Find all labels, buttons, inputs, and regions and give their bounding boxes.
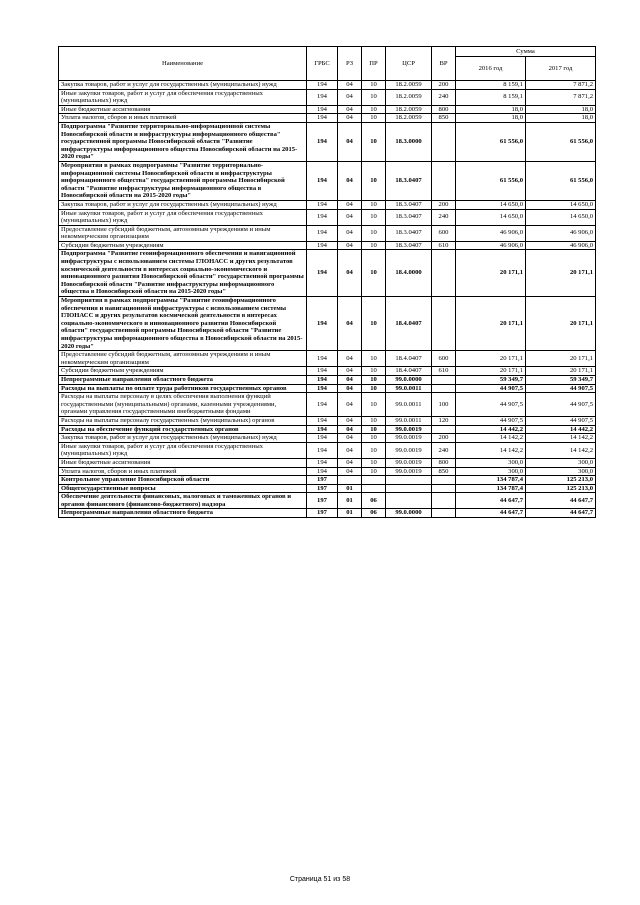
cell-sum-2017: 20 171,1 bbox=[526, 367, 596, 376]
cell-rz: 04 bbox=[338, 375, 362, 384]
cell-vr bbox=[432, 384, 456, 393]
cell-csr: 99.0.0011 bbox=[386, 384, 432, 393]
cell-pr: 10 bbox=[362, 425, 386, 434]
cell-csr: 99.0.0000 bbox=[386, 509, 432, 518]
cell-name: Иные бюджетные ассигнования bbox=[59, 105, 307, 114]
table-row bbox=[59, 434, 596, 443]
cell-pr: 10 bbox=[362, 225, 386, 241]
cell-sum-2016: 59 349,7 bbox=[456, 375, 526, 384]
cell-sum-2016: 61 556,0 bbox=[456, 122, 526, 161]
cell-sum-2017: 125 213,0 bbox=[526, 484, 596, 493]
cell-grbs: 194 bbox=[307, 384, 338, 393]
cell-grbs: 194 bbox=[307, 81, 338, 90]
cell-sum-2017: 59 349,7 bbox=[526, 375, 596, 384]
cell-sum-2017: 14 142,2 bbox=[526, 442, 596, 458]
cell-name: Субсидии бюджетным учреждениям bbox=[59, 367, 307, 376]
header-pr: ПР bbox=[362, 47, 386, 81]
header-year-2016: 2016 год bbox=[456, 57, 526, 81]
table-row bbox=[59, 367, 596, 376]
cell-rz: 04 bbox=[338, 442, 362, 458]
cell-name: Расходы на обеспечение функций государственных органов bbox=[59, 425, 307, 434]
cell-sum-2016: 44 647,7 bbox=[456, 493, 526, 509]
cell-sum-2016: 44 907,5 bbox=[456, 384, 526, 393]
cell-rz: 04 bbox=[338, 89, 362, 105]
cell-sum-2017: 14 650,0 bbox=[526, 200, 596, 209]
cell-sum-2017: 61 556,0 bbox=[526, 122, 596, 161]
cell-sum-2016: 300,0 bbox=[456, 458, 526, 467]
cell-vr: 850 bbox=[432, 467, 456, 476]
cell-csr: 18.2.0059 bbox=[386, 114, 432, 123]
table-row bbox=[59, 297, 596, 351]
cell-sum-2016: 44 907,5 bbox=[456, 393, 526, 417]
cell-rz: 04 bbox=[338, 393, 362, 417]
header-vr: ВР bbox=[432, 47, 456, 81]
cell-csr: 18.2.0059 bbox=[386, 81, 432, 90]
cell-csr: 99.0.0019 bbox=[386, 442, 432, 458]
cell-grbs: 194 bbox=[307, 442, 338, 458]
cell-grbs: 197 bbox=[307, 493, 338, 509]
cell-grbs: 194 bbox=[307, 250, 338, 297]
cell-vr: 240 bbox=[432, 209, 456, 225]
cell-vr: 600 bbox=[432, 225, 456, 241]
cell-csr: 99.0.0019 bbox=[386, 425, 432, 434]
cell-pr: 10 bbox=[362, 442, 386, 458]
cell-grbs: 194 bbox=[307, 393, 338, 417]
cell-sum-2017: 14 650,0 bbox=[526, 209, 596, 225]
cell-sum-2017: 44 907,5 bbox=[526, 416, 596, 425]
cell-rz: 01 bbox=[338, 509, 362, 518]
table-row bbox=[59, 81, 596, 90]
cell-rz: 04 bbox=[338, 467, 362, 476]
cell-pr: 10 bbox=[362, 393, 386, 417]
cell-rz: 04 bbox=[338, 351, 362, 367]
cell-vr bbox=[432, 484, 456, 493]
cell-sum-2016: 61 556,0 bbox=[456, 161, 526, 200]
cell-sum-2016: 20 171,1 bbox=[456, 351, 526, 367]
cell-vr: 200 bbox=[432, 81, 456, 90]
cell-vr: 240 bbox=[432, 442, 456, 458]
cell-csr: 18.4.0407 bbox=[386, 297, 432, 351]
cell-vr: 850 bbox=[432, 114, 456, 123]
cell-pr: 10 bbox=[362, 122, 386, 161]
cell-sum-2016: 134 787,4 bbox=[456, 484, 526, 493]
budget-table bbox=[58, 46, 596, 518]
cell-sum-2017: 61 556,0 bbox=[526, 161, 596, 200]
budget-table-body bbox=[59, 81, 596, 518]
cell-vr: 100 bbox=[432, 393, 456, 417]
cell-vr: 610 bbox=[432, 367, 456, 376]
cell-vr: 200 bbox=[432, 200, 456, 209]
cell-grbs: 197 bbox=[307, 484, 338, 493]
cell-sum-2017: 44 647,7 bbox=[526, 509, 596, 518]
cell-pr: 10 bbox=[362, 114, 386, 123]
cell-name: Мероприятия в рамках подпрограммы "Развитие территориально-информационной системы Новосибирской области и инфраструктуры информационного общества" государственной программы Новосибирской области "Развитие инфраструктуры информационного общества в Новосибирской области на 2015-2020 годы" bbox=[59, 161, 307, 200]
cell-csr: 99.0.0019 bbox=[386, 458, 432, 467]
cell-name: Уплата налогов, сборов и иных платежей bbox=[59, 467, 307, 476]
table-row bbox=[59, 509, 596, 518]
table-row bbox=[59, 225, 596, 241]
cell-pr: 10 bbox=[362, 241, 386, 250]
cell-sum-2016: 8 159,1 bbox=[456, 81, 526, 90]
cell-csr: 18.2.0059 bbox=[386, 105, 432, 114]
cell-name: Иные закупки товаров, работ и услуг для обеспечения государственных (муниципальных) нужд bbox=[59, 89, 307, 105]
budget-table-container bbox=[58, 46, 595, 518]
cell-sum-2016: 20 171,1 bbox=[456, 297, 526, 351]
cell-csr: 18.2.0059 bbox=[386, 89, 432, 105]
cell-pr: 10 bbox=[362, 297, 386, 351]
cell-sum-2017: 18,0 bbox=[526, 114, 596, 123]
table-row bbox=[59, 105, 596, 114]
cell-sum-2016: 44 647,7 bbox=[456, 509, 526, 518]
header-name: Наименование bbox=[59, 47, 307, 81]
cell-sum-2017: 300,0 bbox=[526, 467, 596, 476]
cell-sum-2016: 20 171,1 bbox=[456, 367, 526, 376]
cell-sum-2016: 44 907,5 bbox=[456, 416, 526, 425]
cell-sum-2017: 14 442,2 bbox=[526, 425, 596, 434]
cell-vr bbox=[432, 122, 456, 161]
table-row bbox=[59, 122, 596, 161]
cell-grbs: 194 bbox=[307, 114, 338, 123]
table-row bbox=[59, 493, 596, 509]
cell-name: Иные закупки товаров, работ и услуг для обеспечения государственных (муниципальных) нужд bbox=[59, 209, 307, 225]
cell-pr: 10 bbox=[362, 375, 386, 384]
cell-sum-2017: 125 213,0 bbox=[526, 476, 596, 485]
cell-grbs: 194 bbox=[307, 122, 338, 161]
cell-grbs: 194 bbox=[307, 425, 338, 434]
cell-grbs: 194 bbox=[307, 375, 338, 384]
cell-sum-2017: 46 906,0 bbox=[526, 241, 596, 250]
cell-sum-2016: 18,0 bbox=[456, 105, 526, 114]
cell-grbs: 194 bbox=[307, 297, 338, 351]
cell-pr: 10 bbox=[362, 467, 386, 476]
cell-rz: 04 bbox=[338, 416, 362, 425]
table-row bbox=[59, 89, 596, 105]
cell-grbs: 194 bbox=[307, 200, 338, 209]
cell-pr: 10 bbox=[362, 161, 386, 200]
cell-grbs: 197 bbox=[307, 509, 338, 518]
header-grbs: ГРБС bbox=[307, 47, 338, 81]
cell-rz: 04 bbox=[338, 297, 362, 351]
cell-csr: 18.4.0407 bbox=[386, 367, 432, 376]
cell-rz bbox=[338, 476, 362, 485]
cell-sum-2016: 134 787,4 bbox=[456, 476, 526, 485]
header-year-2017: 2017 год bbox=[526, 57, 596, 81]
cell-vr bbox=[432, 425, 456, 434]
cell-csr bbox=[386, 476, 432, 485]
page-footer: Страница 51 из 58 bbox=[289, 876, 351, 883]
cell-name: Контрольное управление Новосибирской области bbox=[59, 476, 307, 485]
cell-vr: 800 bbox=[432, 105, 456, 114]
cell-csr: 99.0.0011 bbox=[386, 393, 432, 417]
header-sum: Сумма bbox=[456, 47, 596, 57]
table-row bbox=[59, 200, 596, 209]
cell-grbs: 197 bbox=[307, 476, 338, 485]
cell-grbs: 194 bbox=[307, 105, 338, 114]
cell-vr: 240 bbox=[432, 89, 456, 105]
cell-csr: 18.3.0407 bbox=[386, 200, 432, 209]
cell-vr: 200 bbox=[432, 434, 456, 443]
cell-sum-2017: 44 907,5 bbox=[526, 393, 596, 417]
cell-sum-2016: 46 906,0 bbox=[456, 225, 526, 241]
cell-rz: 04 bbox=[338, 122, 362, 161]
table-row bbox=[59, 375, 596, 384]
cell-name: Закупка товаров, работ и услуг для государственных (муниципальных) нужд bbox=[59, 434, 307, 443]
cell-sum-2016: 300,0 bbox=[456, 467, 526, 476]
cell-name: Закупка товаров, работ и услуг для государственных (муниципальных) нужд bbox=[59, 81, 307, 90]
cell-name: Иные закупки товаров, работ и услуг для обеспечения государственных (муниципальных) нужд bbox=[59, 442, 307, 458]
cell-rz: 04 bbox=[338, 425, 362, 434]
table-row bbox=[59, 351, 596, 367]
cell-vr bbox=[432, 250, 456, 297]
cell-name: Подпрограмма "Развитие территориально-информационной системы Новосибирской области и инфраструктуры информационного общества" государственной программы Новосибирской области "Развитие инфраструктуры информационного общества Новосибирской области на 2015-2020 годы" bbox=[59, 122, 307, 161]
cell-rz: 01 bbox=[338, 493, 362, 509]
cell-pr: 10 bbox=[362, 367, 386, 376]
cell-vr bbox=[432, 161, 456, 200]
table-row bbox=[59, 484, 596, 493]
cell-pr: 10 bbox=[362, 200, 386, 209]
cell-sum-2017: 14 142,2 bbox=[526, 434, 596, 443]
cell-sum-2017: 46 906,0 bbox=[526, 225, 596, 241]
cell-pr bbox=[362, 476, 386, 485]
cell-grbs: 194 bbox=[307, 89, 338, 105]
table-row bbox=[59, 209, 596, 225]
cell-rz: 04 bbox=[338, 200, 362, 209]
cell-pr: 06 bbox=[362, 509, 386, 518]
cell-grbs: 194 bbox=[307, 225, 338, 241]
cell-csr: 18.3.0407 bbox=[386, 225, 432, 241]
cell-csr: 18.4.0407 bbox=[386, 351, 432, 367]
cell-name: Субсидии бюджетным учреждениям bbox=[59, 241, 307, 250]
cell-csr: 18.3.0407 bbox=[386, 209, 432, 225]
cell-grbs: 194 bbox=[307, 467, 338, 476]
table-row bbox=[59, 458, 596, 467]
cell-sum-2016: 14 142,2 bbox=[456, 434, 526, 443]
cell-grbs: 194 bbox=[307, 458, 338, 467]
cell-pr bbox=[362, 484, 386, 493]
cell-rz: 04 bbox=[338, 384, 362, 393]
cell-rz: 04 bbox=[338, 114, 362, 123]
cell-grbs: 194 bbox=[307, 209, 338, 225]
cell-vr: 800 bbox=[432, 458, 456, 467]
cell-grbs: 194 bbox=[307, 241, 338, 250]
cell-vr bbox=[432, 493, 456, 509]
cell-sum-2017: 7 871,2 bbox=[526, 81, 596, 90]
cell-sum-2017: 44 647,7 bbox=[526, 493, 596, 509]
cell-csr: 99.0.0019 bbox=[386, 434, 432, 443]
cell-grbs: 194 bbox=[307, 434, 338, 443]
cell-rz: 04 bbox=[338, 225, 362, 241]
cell-name: Предоставление субсидий бюджетным, автономным учреждениям и иным некоммерческим организациям bbox=[59, 225, 307, 241]
cell-rz: 04 bbox=[338, 434, 362, 443]
cell-sum-2017: 44 907,5 bbox=[526, 384, 596, 393]
cell-sum-2016: 46 906,0 bbox=[456, 241, 526, 250]
cell-rz: 04 bbox=[338, 105, 362, 114]
cell-name: Непрограммные направления областного бюджета bbox=[59, 509, 307, 518]
header-csr: ЦСР bbox=[386, 47, 432, 81]
cell-name: Закупка товаров, работ и услуг для государственных (муниципальных) нужд bbox=[59, 200, 307, 209]
cell-sum-2017: 18,0 bbox=[526, 105, 596, 114]
table-row bbox=[59, 425, 596, 434]
cell-pr: 10 bbox=[362, 81, 386, 90]
cell-rz: 01 bbox=[338, 484, 362, 493]
cell-csr bbox=[386, 484, 432, 493]
cell-name: Расходы на выплаты персоналу в целях обеспечения выполнения функций государственными (муниципальными) органами, казенными учреждениями, органами управления государственными внебюджетными фондами bbox=[59, 393, 307, 417]
table-row bbox=[59, 250, 596, 297]
cell-sum-2016: 8 159,1 bbox=[456, 89, 526, 105]
cell-sum-2016: 20 171,1 bbox=[456, 250, 526, 297]
cell-name: Расходы на выплаты по оплате труда работников государственных органов bbox=[59, 384, 307, 393]
cell-rz: 04 bbox=[338, 161, 362, 200]
cell-pr: 10 bbox=[362, 250, 386, 297]
cell-pr: 10 bbox=[362, 209, 386, 225]
table-row bbox=[59, 393, 596, 417]
table-row bbox=[59, 467, 596, 476]
cell-name: Подпрограмма "Развитие геоинформационного обеспечения и навигационной инфраструктуры с использованием системы ГЛОНАСС и других результатов космической деятельности в интересах социально-экономического и инновационного развития Новосибирской области" государственной программы Новосибирской области "Развитие инфраструктуры информационного общества в Новосибирской области на 2015-2020 годы" bbox=[59, 250, 307, 297]
cell-name: Непрограммные направления областного бюджета bbox=[59, 375, 307, 384]
cell-vr: 120 bbox=[432, 416, 456, 425]
table-row bbox=[59, 241, 596, 250]
cell-rz: 04 bbox=[338, 81, 362, 90]
cell-sum-2016: 18,0 bbox=[456, 114, 526, 123]
cell-pr: 10 bbox=[362, 434, 386, 443]
cell-rz: 04 bbox=[338, 250, 362, 297]
cell-sum-2017: 20 171,1 bbox=[526, 351, 596, 367]
cell-rz: 04 bbox=[338, 458, 362, 467]
cell-name: Расходы на выплаты персоналу государственных (муниципальных) органов bbox=[59, 416, 307, 425]
cell-name: Уплата налогов, сборов и иных платежей bbox=[59, 114, 307, 123]
cell-csr: 18.3.0000 bbox=[386, 122, 432, 161]
cell-name: Мероприятия в рамках подпрограммы "Развитие геоинформационного обеспечения и навигационной инфраструктуры с использованием системы ГЛОНАСС и других результатов космической деятельности в интересах социально-экономического и инновационного развития Новосибирской области" государственной программы Новосибирской области "Развитие инфраструктуры информационного общества в Новосибирской области на 2015-2020 годы" bbox=[59, 297, 307, 351]
cell-pr: 10 bbox=[362, 351, 386, 367]
table-row bbox=[59, 476, 596, 485]
cell-sum-2016: 14 650,0 bbox=[456, 209, 526, 225]
cell-name: Иные бюджетные ассигнования bbox=[59, 458, 307, 467]
cell-csr: 99.0.0011 bbox=[386, 416, 432, 425]
cell-sum-2017: 20 171,1 bbox=[526, 297, 596, 351]
table-row bbox=[59, 442, 596, 458]
cell-grbs: 194 bbox=[307, 351, 338, 367]
cell-vr bbox=[432, 476, 456, 485]
table-row bbox=[59, 114, 596, 123]
cell-vr bbox=[432, 297, 456, 351]
cell-vr bbox=[432, 375, 456, 384]
cell-sum-2016: 14 142,2 bbox=[456, 442, 526, 458]
cell-vr: 600 bbox=[432, 351, 456, 367]
cell-pr: 10 bbox=[362, 89, 386, 105]
cell-vr: 610 bbox=[432, 241, 456, 250]
cell-name: Обеспечение деятельности финансовых, налоговых и таможенных органов и органов финансового (финансово-бюджетного) надзора bbox=[59, 493, 307, 509]
cell-rz: 04 bbox=[338, 209, 362, 225]
cell-sum-2016: 14 442,2 bbox=[456, 425, 526, 434]
table-row bbox=[59, 161, 596, 200]
cell-rz: 04 bbox=[338, 367, 362, 376]
cell-csr: 18.3.0407 bbox=[386, 161, 432, 200]
cell-csr: 99.0.0019 bbox=[386, 467, 432, 476]
cell-pr: 10 bbox=[362, 384, 386, 393]
table-row bbox=[59, 416, 596, 425]
cell-csr: 18.3.0407 bbox=[386, 241, 432, 250]
table-row bbox=[59, 384, 596, 393]
cell-sum-2017: 20 171,1 bbox=[526, 250, 596, 297]
cell-name: Предоставление субсидий бюджетным, автономным учреждениям и иным некоммерческим организациям bbox=[59, 351, 307, 367]
cell-csr bbox=[386, 493, 432, 509]
cell-grbs: 194 bbox=[307, 367, 338, 376]
cell-pr: 10 bbox=[362, 458, 386, 467]
cell-csr: 18.4.0000 bbox=[386, 250, 432, 297]
cell-rz: 04 bbox=[338, 241, 362, 250]
cell-pr: 06 bbox=[362, 493, 386, 509]
cell-pr: 10 bbox=[362, 105, 386, 114]
header-rz: РЗ bbox=[338, 47, 362, 81]
cell-sum-2017: 7 871,2 bbox=[526, 89, 596, 105]
cell-vr bbox=[432, 509, 456, 518]
cell-sum-2017: 300,0 bbox=[526, 458, 596, 467]
cell-csr: 99.0.0000 bbox=[386, 375, 432, 384]
cell-sum-2016: 14 650,0 bbox=[456, 200, 526, 209]
cell-grbs: 194 bbox=[307, 161, 338, 200]
cell-name: Общегосударственные вопросы bbox=[59, 484, 307, 493]
cell-pr: 10 bbox=[362, 416, 386, 425]
cell-grbs: 194 bbox=[307, 416, 338, 425]
